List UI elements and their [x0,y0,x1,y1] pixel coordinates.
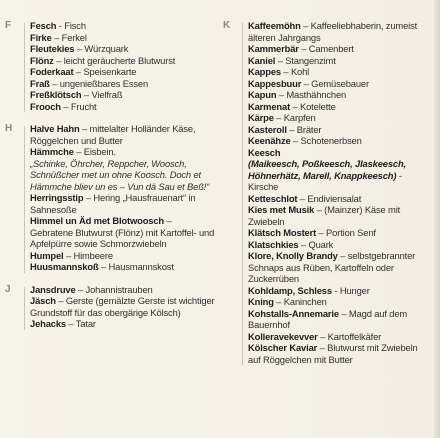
entry-term: Kapun [248,89,277,100]
glossary-entry [244,89,432,101]
glossary-entry [26,78,215,90]
entry-definition: – Stangenzimt [275,54,336,66]
glossary-entry [244,227,432,239]
glossary-entry [26,89,215,101]
entry-variants: (Maikeesch, Poßkeesch, Jlaskeesch, Höhnerhätz, Marell, Knappkeesch) [248,158,407,181]
entry-definition: – Kartoffelkäfer [317,330,382,342]
entry-definition: – Karpfen [273,112,316,123]
entry-term: Flönz [30,54,54,66]
entry-definition: – (Mainzer) Käse mit Zwiebeln [248,204,401,227]
glossary-entry [244,204,432,227]
entry-definition: – Gebratene Blutwurst (Flönz) mit Kartoffel- und Apfelpürre sowie Schmorzwiebeln [30,215,215,249]
entry-term: Kolleravekevver [248,330,318,342]
entry-term: Klore, Knolly Brandy [248,250,338,261]
entry-term: Kaniel [248,54,276,66]
glossary-entry [26,123,215,146]
glossary-entry [244,342,432,365]
entry-definition: – Quark [298,238,334,250]
entry-term: Foderkaat [30,66,74,77]
glossary-entry [26,295,215,318]
glossary-entry [26,146,215,192]
entry-term: Kohldamp, Schless [248,284,332,296]
entry-definition: – Vielfraß [81,89,123,100]
glossary-entry [244,112,432,124]
section-letter: J [5,283,11,295]
entry-definition: – Kaninchen [273,296,327,307]
section-k [218,20,432,365]
entry-definition: – Tatar [65,318,96,329]
glossary-entry [244,147,432,193]
section-h [0,123,215,273]
section-j [0,284,215,330]
glossary-entry [26,55,215,67]
glossary-entry [244,250,432,285]
right-column [218,20,432,376]
glossary-entry [26,32,215,44]
entry-term: Frooch [30,100,61,112]
glossary-entry [244,66,432,78]
entry-definition: – leicht geräucherte Blutwurst [53,54,176,66]
entry-term: Jansdruve [30,283,76,295]
glossary-entry [26,318,215,330]
glossary-entry [244,55,432,67]
entry-term: Himmel un Äd met Blotwoosch [30,215,164,226]
entry-definition: – Schotenerbsen [290,135,362,146]
entry-term: Ketteschlot [248,192,298,204]
entry-definition: – Eisbein. [73,146,116,157]
glossary-entry [26,261,215,273]
glossary-entry [244,193,432,205]
entry-definition: – Ferkel [51,31,87,43]
section-letter: H [5,123,13,134]
entry-definition: – Hering „Hausfrauenart“ in Sahnesoße [30,192,196,215]
entry-definition: – Endiviensalat [297,192,362,204]
entry-definition: – ungenießbares Essen [49,77,149,89]
entry-term: Humpel [30,249,64,261]
entry-term: Kärpe [248,112,274,123]
entry-definition: – Himbeere [63,249,113,261]
section-letter: K [223,20,231,31]
entry-quote: „Schinke, Öhrcher, Reppcher, Woosch, Schnüßcher met un ohne Koosch. Doch et Hämmche bliev un es – Vun dä Sau et Beß!“ [30,157,210,192]
glossary-entry [26,43,215,55]
entry-term: Klatschkies [248,238,299,250]
entry-definition: - Fisch [56,20,86,31]
entry-term: Freßklötsch [30,89,82,100]
glossary-entry [244,20,432,43]
left-column [0,20,215,341]
entry-term: Huusmannskoß [30,261,99,272]
entry-term: Kning [248,296,274,307]
entry-term: Firke [30,31,52,43]
entry-definition: – Hausmannskost [98,261,174,272]
entry-term: Klätsch Mostert [248,227,317,238]
page-edge [434,0,440,438]
section-f [0,20,215,112]
entry-term: Kölscher Kaviar [248,342,318,353]
entry-term: Kammerbär [248,43,299,54]
entry-term: Jehacks [30,318,66,329]
glossary-entry [26,250,215,262]
entry-definition: – Bräter [286,123,322,135]
glossary-entry [26,215,215,250]
entry-definition: – Masthähnchen [276,89,347,100]
entry-term: Kappesbuur [248,77,302,89]
entry-term: Herringsstip [30,192,84,203]
glossary-entry [244,308,432,331]
entry-term: Halve Hahn [30,123,80,134]
entry-term: Hämmche [30,146,74,157]
entry-definition: - Hunger [331,284,370,296]
entry-definition: – Gerste (gemälzte Gerste ist wichtiger Grundstoff für das obergärige Kölsch) [30,295,215,318]
entry-term: Kohstalls-Annemarie [248,307,339,319]
entry-definition: - Kirsche [248,169,402,192]
glossary-entry [26,284,215,296]
glossary-entry [244,331,432,343]
entry-definition: – mittelalter Holländer Käse, Röggelchen und Butter [30,123,196,146]
entry-term: Keesch [248,146,281,158]
entry-definition: – Magd auf dem Bauernhof [248,307,408,330]
glossary-entry [244,78,432,90]
entry-term: Fleutekies [30,43,75,54]
entry-term: Fraß [30,77,50,89]
entry-term: Jäsch [30,295,56,306]
entry-term: Fesch [30,20,57,31]
entry-definition: – Würzquark [74,43,129,54]
entry-term: Kaffeemöhn [248,20,301,31]
entry-definition: – Johannistrauben [75,283,153,295]
glossary-entry [244,101,432,113]
entry-definition: – selbstgebrannter Schnaps aus Rüben, Kartoffeln oder Zuckerrüben [248,250,416,284]
glossary-entry [244,239,432,251]
glossary-entry [244,124,432,136]
glossary-entry [244,43,432,55]
glossary-entry [26,20,215,32]
glossary-entry [244,296,432,308]
glossary-entry [26,66,215,78]
entry-definition: – Speisenkarte [73,66,137,77]
entry-definition: – Kohl [280,66,310,77]
entry-term: Keenähze [248,135,291,146]
entry-term: Karmenat [248,100,291,112]
entry-definition: – Kotelette [290,100,336,112]
entry-definition: – Gemüsebauer [301,77,369,89]
entry-definition: – Portion Senf [316,227,376,238]
section-letter: F [5,20,11,31]
entry-definition: – Frucht [60,100,97,112]
glossary-entry [26,192,215,215]
glossary-entry [26,101,215,113]
glossary-entry [244,285,432,297]
glossary-entry [244,135,432,147]
entry-definition: – Camenbert [298,43,354,54]
entry-term: Kies met Musik [248,204,315,215]
entry-term: Kasteroll [248,123,287,135]
entry-definition: – Blutwurst mit Zwiebeln auf Röggelchen mit Butter [248,342,418,365]
entry-term: Kappes [248,66,281,77]
entry-definition: – Kaffeeliebhaberin, zumeist älteren Jahrgangs [248,20,418,43]
